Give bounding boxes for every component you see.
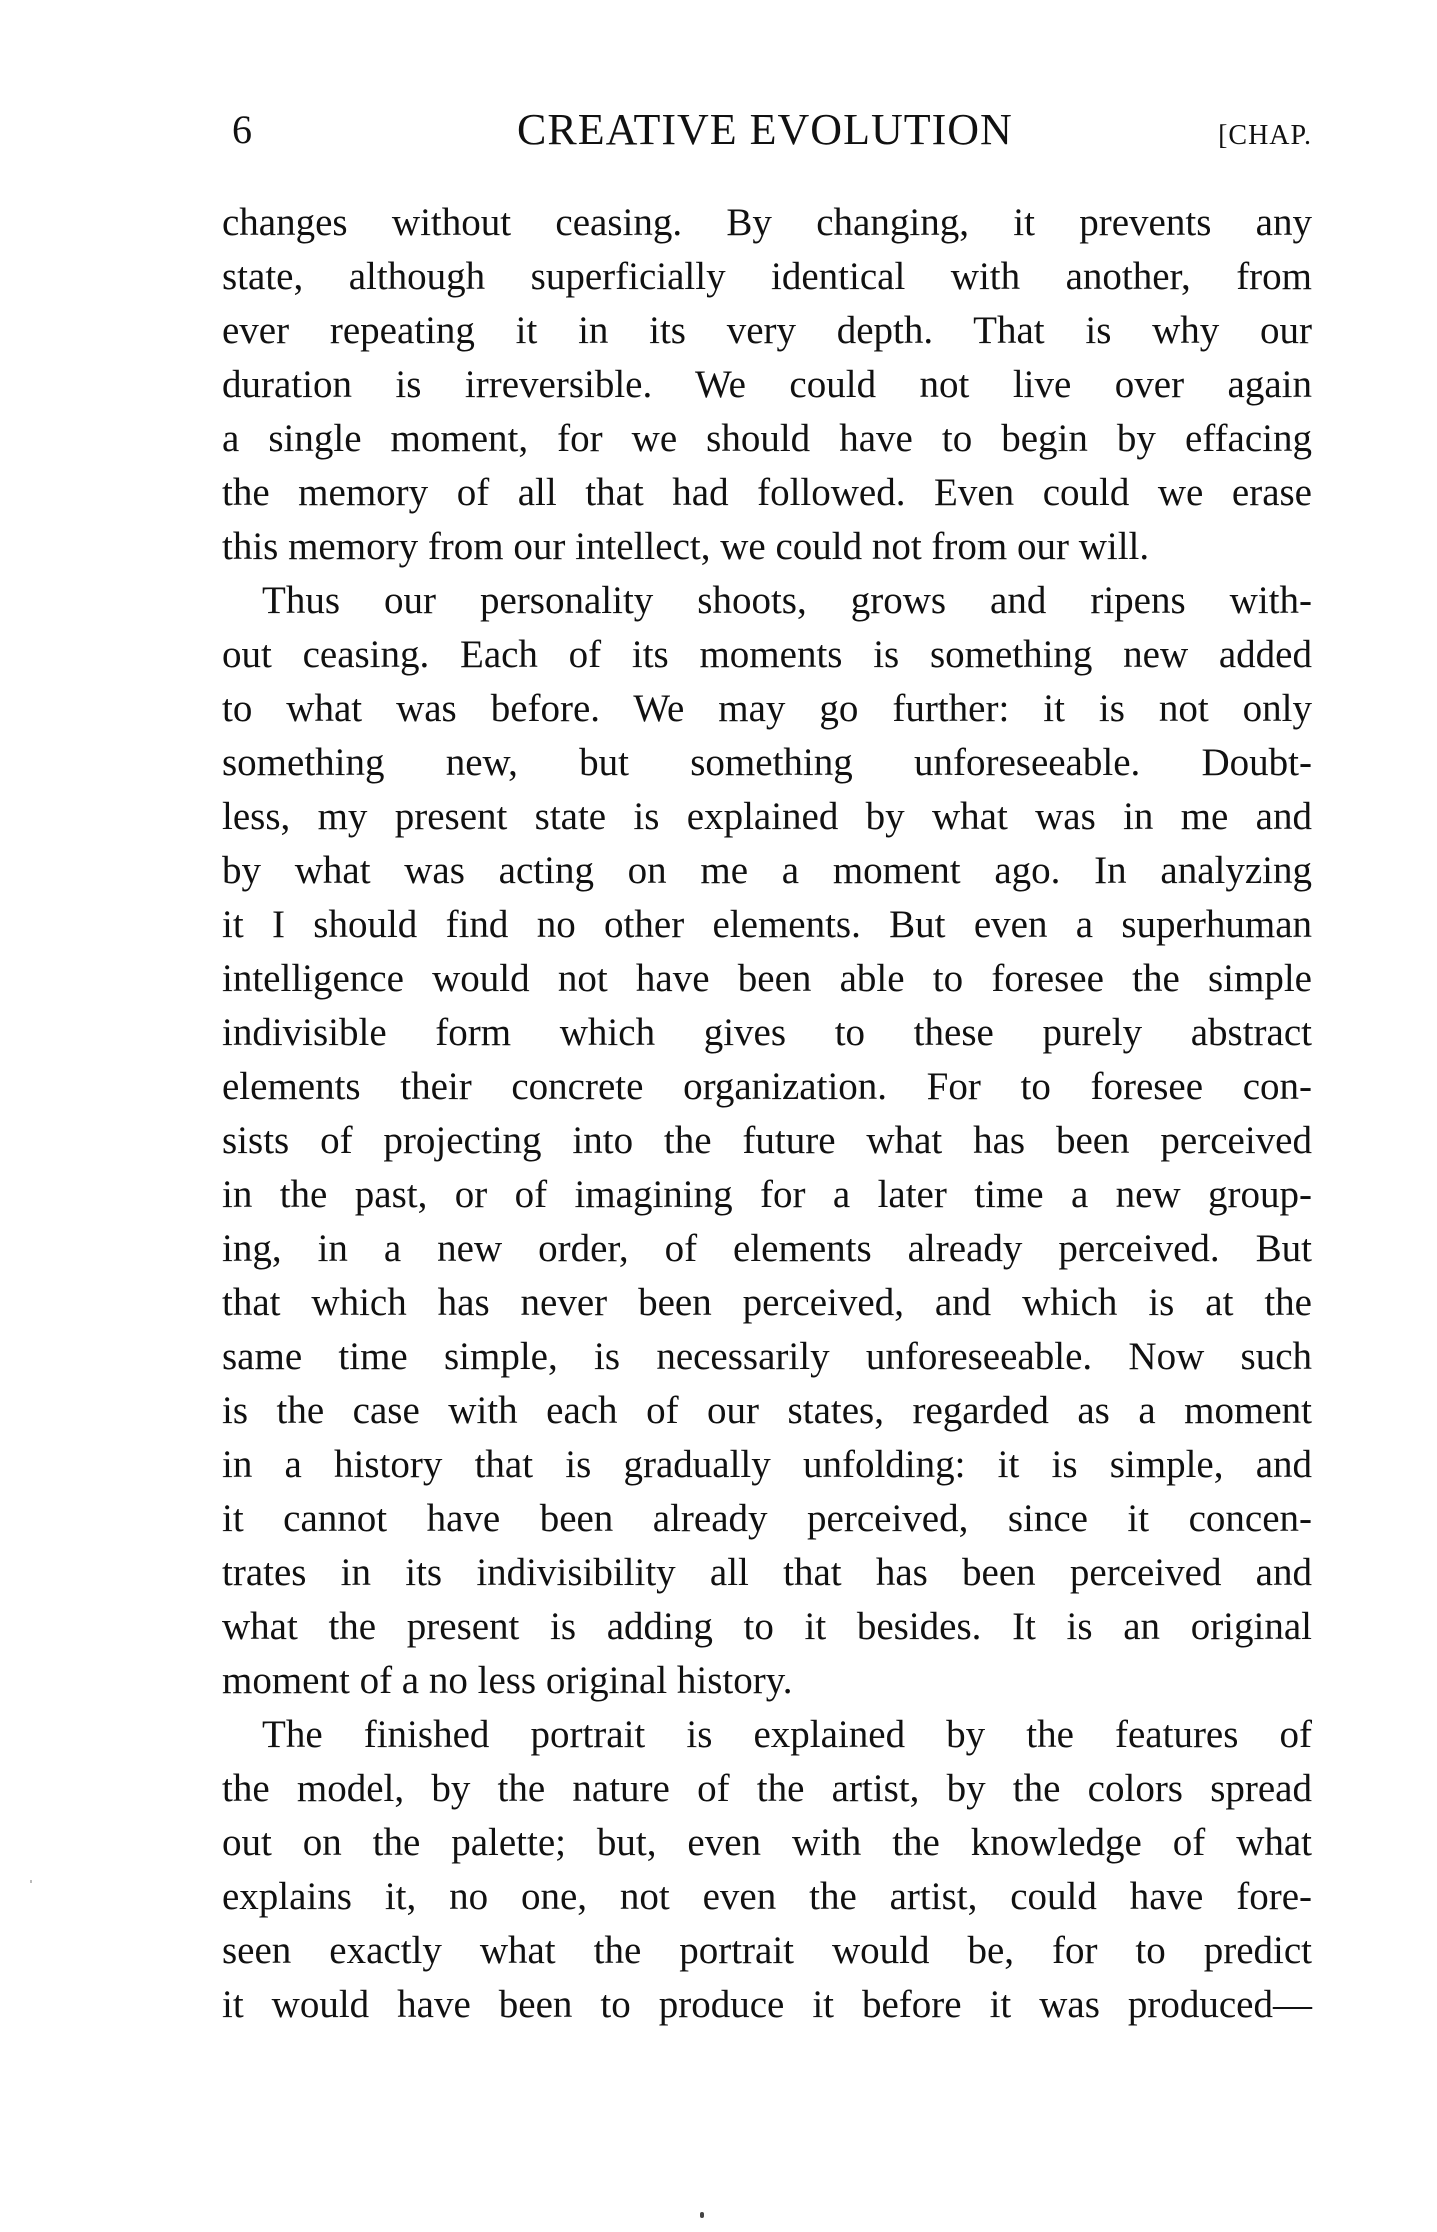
running-head [232, 100, 1312, 160]
text-line: less, my present state is explained by what was in me and [222, 795, 1312, 838]
text-line: same time simple, is necessarily unforeseeable. Now such [222, 1335, 1312, 1378]
text-line: out on the palette; but, even with the knowledge of what [222, 1821, 1312, 1864]
text-line: something new, but something unforeseeable. Doubt- [222, 741, 1312, 784]
scan-speck [700, 2212, 704, 2218]
running-title: CREATIVE EVOLUTION [517, 105, 1013, 154]
text-line: sists of projecting into the future what has been perceived [222, 1119, 1312, 1162]
text-line: that which has never been perceived, and which is at the [222, 1281, 1312, 1324]
text-line: it cannot have been already perceived, since it concen- [222, 1497, 1312, 1540]
text-line: elements their concrete organization. For to foresee con- [222, 1065, 1312, 1108]
text-line: in a history that is gradually unfolding: it is simple, and [222, 1443, 1312, 1486]
chapter-marker: [CHAP. [1218, 120, 1312, 151]
text-line: a single moment, for we should have to begin by effacing [222, 417, 1312, 460]
paragraph [222, 574, 1312, 1708]
text-line: duration is irreversible. We could not live over again [222, 363, 1312, 406]
paragraph [222, 1708, 1312, 2032]
text-line: explains it, no one, not even the artist, could have fore- [222, 1875, 1312, 1918]
text-line: state, although superficially identical with another, from [222, 255, 1312, 298]
text-line: ing, in a new order, of elements already perceived. But [222, 1227, 1312, 1270]
text-line: ever repeating it in its very depth. That is why our [222, 309, 1312, 352]
text-line: the model, by the nature of the artist, by the colors spread [222, 1767, 1312, 1810]
text-line: trates in its indivisibility all that has been perceived and [222, 1551, 1312, 1594]
text-line: moment of a no less original history. [222, 1659, 793, 1702]
text-line: this memory from our intellect, we could not from our will. [222, 525, 1150, 568]
paragraph [222, 196, 1312, 574]
text-line: out ceasing. Each of its moments is something new added [222, 633, 1312, 676]
text-line: seen exactly what the portrait would be, for to predict [222, 1929, 1312, 1972]
body-text [222, 196, 1312, 2032]
text-line: intelligence would not have been able to foresee the simple [222, 957, 1312, 1000]
text-line: to what was before. We may go further: it is not only [222, 687, 1312, 730]
text-line: Thus our personality shoots, grows and ripens with- [262, 579, 1312, 622]
text-line: it I should find no other elements. But even a superhuman [222, 903, 1312, 946]
text-line: in the past, or of imagining for a later time a new group- [222, 1173, 1312, 1216]
text-line: the memory of all that had followed. Even could we erase [222, 471, 1312, 514]
text-line: it would have been to produce it before it was produced— [222, 1983, 1312, 2026]
text-line: is the case with each of our states, regarded as a moment [222, 1389, 1312, 1432]
page-number: 6 [232, 107, 252, 152]
text-line: changes without ceasing. By changing, it prevents any [222, 201, 1312, 244]
text-line: indivisible form which gives to these purely abstract [222, 1011, 1312, 1054]
scan-speck [30, 1880, 32, 1883]
text-line: what the present is adding to it besides. It is an original [222, 1605, 1312, 1648]
text-line: The finished portrait is explained by the features of [262, 1713, 1312, 1756]
text-line: by what was acting on me a moment ago. In analyzing [222, 849, 1312, 892]
